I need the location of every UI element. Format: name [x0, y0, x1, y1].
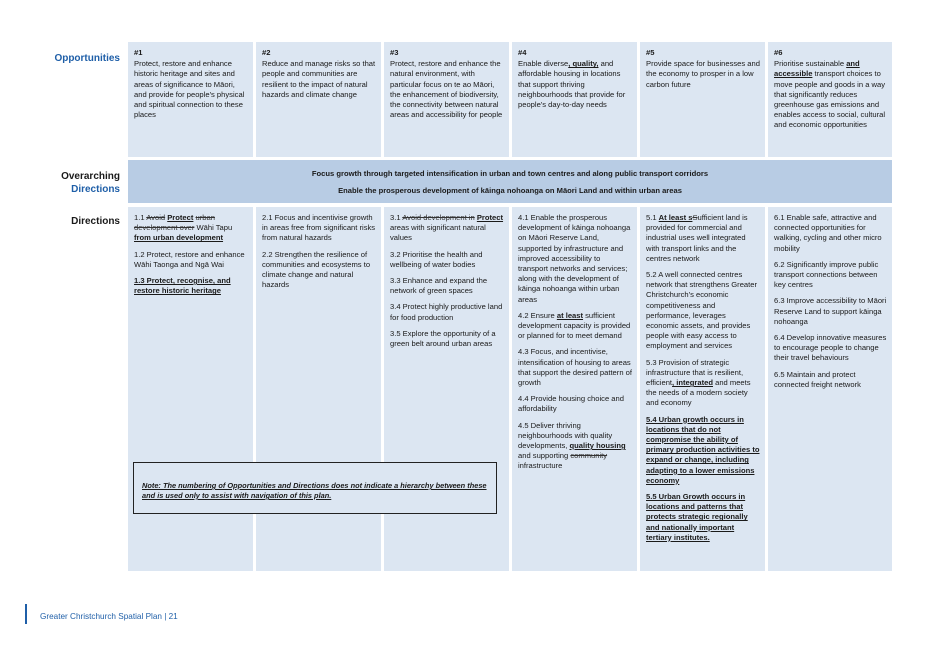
directions-column-2 — [256, 207, 381, 571]
direction-4-3: 4.3 Focus, and incentivise, intensification of housing to areas that support the desired pattern of growth — [518, 347, 632, 388]
direction-5-5: 5.5 Urban Growth occurs in locations and patterns that protects strategic regionally and nationally important tertiary institutes. — [646, 492, 748, 542]
direction-3-5: 3.5 Explore the opportunity of a green belt around urban areas — [390, 328, 496, 349]
opportunity-text: Prioritise sustainable and accessible transport choices to move people and goods in a way that significantly reduces greenhouse gas emissions and enables access to social, cultural and economic opportunities — [774, 59, 886, 130]
direction-3-3: 3.3 Enhance and expand the network of green spaces — [390, 276, 488, 296]
direction-4-4: 4.4 Provide housing choice and affordability — [518, 394, 624, 414]
opportunity-number: #5 — [646, 48, 655, 57]
opportunity-3 — [384, 42, 509, 157]
directions-column-4 — [512, 207, 637, 571]
opportunity-text: Protect, restore and enhance historic heritage and sites and areas of significance to Māori, and provide for people's physical and spiritual connection to these places — [134, 59, 245, 120]
direction-3-2: 3.2 Prioritise the health and wellbeing of water bodies — [390, 249, 483, 269]
numbering-note: Note: The numbering of Opportunities and Directions does not indicate a hierarchy between these and is used only to assist with navigation of this plan. — [133, 462, 497, 514]
opportunity-5 — [640, 42, 765, 157]
direction-5-2: 5.2 A well connected centres network that strengthens Greater Christchurch's economic competitiveness and performance, leverages economic assets, and provides people with easy access to employment and services — [646, 270, 758, 351]
direction-6-2: 6.2 Significantly improve public transport connections between key centres — [774, 259, 879, 290]
opportunity-number: #2 — [262, 48, 271, 57]
direction-6-1: 6.1 Enable safe, attractive and connected opportunities for walking, cycling and other micro mobility — [774, 213, 882, 253]
direction-3-4: 3.4 Protect highly productive land for food production — [390, 302, 503, 322]
opportunity-number: #3 — [390, 48, 399, 57]
opportunity-4 — [512, 42, 637, 157]
opportunity-1 — [128, 42, 253, 157]
direction-6-5: 6.5 Maintain and protect connected freight network — [774, 369, 861, 389]
direction-5-1: 5.1 At least sSufficient land is provided for commercial and industrial uses well integrated with transport links and the centres network — [646, 213, 748, 263]
opportunity-text: Provide space for businesses and the economy to prosper in a low carbon future — [646, 59, 760, 89]
directions-column-3 — [384, 207, 509, 571]
direction-3-1: 3.1 Avoid development in Protect areas with significant natural values — [390, 213, 504, 243]
direction-4-1: 4.1 Enable the prosperous development of kāinga nohoanga on Māori Reserve Land, supported by infrastructure and improved accessibility to transport networks and services; along with the development of kāinga nohoanga within urban areas — [518, 213, 631, 304]
opportunity-number: #6 — [774, 48, 783, 57]
direction-4-5: 4.5 Deliver thriving neighbourhoods with quality developments, quality housing and supporting community infrastructure — [518, 420, 626, 471]
directions-column-6 — [768, 207, 892, 571]
direction-1-3: 1.3 Protect, recognise, and restore historic heritage — [134, 276, 231, 296]
overarching-directions-label: Directions — [71, 184, 120, 195]
direction-6-4: 6.4 Develop innovative measures to encourage people to change their travel behaviours — [774, 333, 887, 363]
direction-6-3: 6.3 Improve accessibility to Māori Reserve Land to support kāinga nohoanga — [774, 296, 887, 326]
direction-1-1: 1.1 Avoid Protect urban development over Wāhi Tapu from urban development — [134, 213, 233, 243]
opportunity-number: #1 — [134, 48, 143, 57]
opportunity-text: Reduce and manage risks so that people and communities are resilient to the impact of natural hazards and climate change — [262, 59, 376, 99]
directions-column-1 — [128, 207, 253, 571]
direction-5-3: 5.3 Provision of strategic infrastructure that is resilient, efficient, integrated and meets the needs of a modern society and economy — [646, 357, 751, 408]
footer-accent-bar — [25, 604, 27, 624]
overarching-direction-2: Enable the prosperous development of kāinga nohoanga on Māori Land and within urban areas — [338, 186, 682, 195]
opportunity-number: #4 — [518, 48, 527, 57]
overarching-label: Overarching — [61, 171, 120, 182]
opportunity-text: Protect, restore and enhance the natural environment, with particular focus on te ao Māori, the enhancement of biodiversity, the connectivity between natural areas and accessibility for people — [390, 59, 503, 120]
overarching-direction-1: Focus growth through targeted intensification in urban and town centres and along public transport corridors — [311, 169, 709, 178]
opportunity-2 — [256, 42, 381, 157]
direction-4-2: 4.2 Ensure at least sufficient development capacity is provided or planned for to meet demand — [518, 310, 631, 341]
opportunities-label: Opportunities — [54, 53, 120, 64]
opportunity-6 — [768, 42, 892, 157]
directions-column-5 — [640, 207, 765, 571]
overarching-directions-band — [128, 160, 892, 203]
direction-2-2: 2.2 Strengthen the resilience of communities and ecosystems to climate change and natural hazards — [262, 249, 371, 290]
direction-5-4: 5.4 Urban growth occurs in locations that do not compromise the ability of primary production activities to expand or change, including adapting to a lower emissions economy — [646, 414, 760, 485]
page-footer: Greater Christchurch Spatial Plan | 21 — [40, 612, 178, 621]
opportunity-text: Enable diverse, quality, and affordable housing in locations that support thriving neighbourhoods that provide for people's day-to-day needs — [518, 59, 626, 110]
direction-1-2: 1.2 Protect, restore and enhance Wāhi Taonga and Ngā Wai — [134, 249, 245, 269]
directions-label: Directions — [71, 216, 120, 227]
direction-2-1: 2.1 Focus and incentivise growth in areas free from significant risks from natural hazards — [262, 213, 376, 243]
